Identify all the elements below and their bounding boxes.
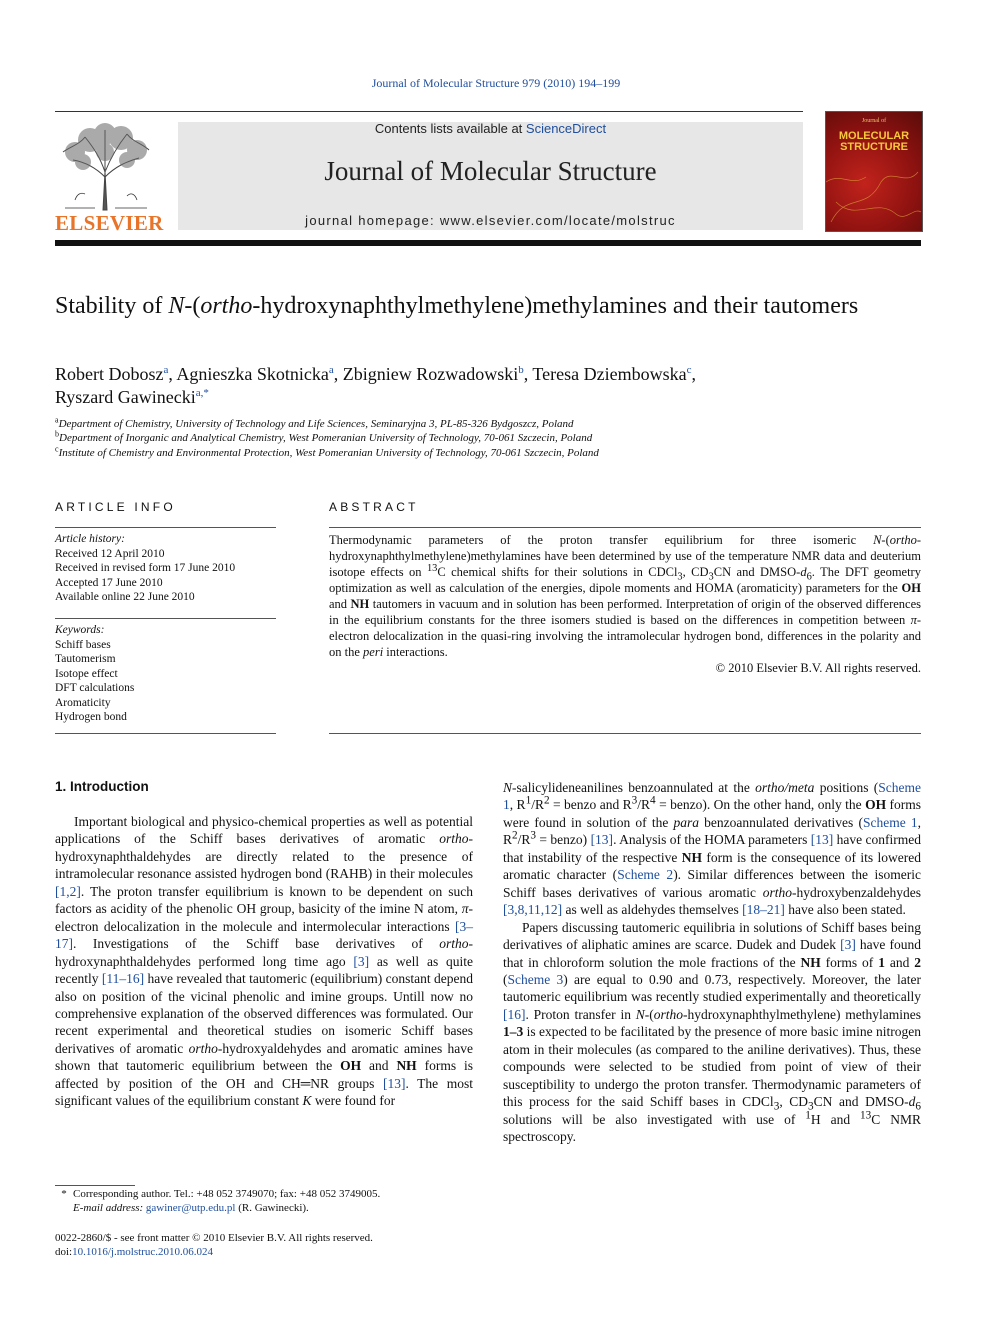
- reference-link[interactable]: [11–16]: [101, 971, 145, 987]
- text: Important biological and physico-chemical properties as well as potential applications of the Schiff bases derivatives of aromatic: [55, 814, 473, 847]
- abstract-part: interactions.: [383, 645, 448, 659]
- text: ). Similar differences between the isomeric Schiff bases derivatives of various aromatic: [503, 867, 921, 900]
- abstract-italic: N: [873, 533, 882, 547]
- text: -electron delocalization in the molecule and intermolecular interactions: [55, 901, 473, 934]
- author-separator: ,: [523, 364, 533, 384]
- affiliation-c: [55, 446, 921, 460]
- history-item: Received 12 April 2010: [55, 547, 165, 560]
- journal-citation[interactable]: Journal of Molecular Structure 979 (2010) 194–199: [371, 76, 621, 90]
- text: C NMR spectroscopy.: [503, 1111, 922, 1145]
- text: forms of: [820, 954, 879, 970]
- affiliation-a: [55, 417, 921, 431]
- text: . The proton transfer equilibrium is known to be dependent on such factors as acidity of the phenolic OH group, basicity of the imine N atom,: [55, 883, 473, 917]
- intro-paragraph: [55, 813, 473, 1110]
- abstract-part: -hydroxynaphthylmethylene)methylamines have been determined by use of the temperature NMR data and deuterium isotope effects on: [329, 533, 921, 579]
- bold: 2: [914, 954, 921, 970]
- sup: 3: [530, 829, 537, 842]
- author-affiliation-mark[interactable]: a: [328, 364, 334, 376]
- abstract-italic: π: [910, 613, 917, 627]
- keyword: Hydrogen bond: [55, 711, 127, 723]
- author-affiliation-mark[interactable]: c: [686, 364, 692, 376]
- italic: d: [908, 1094, 916, 1110]
- abstract-sup: 13: [426, 562, 438, 574]
- reference-link[interactable]: [3–17]: [55, 918, 473, 952]
- text: /R: [637, 797, 651, 813]
- abstract-rule: [329, 527, 921, 528]
- reference-link[interactable]: [16]: [503, 1006, 526, 1022]
- italic: K: [302, 1093, 312, 1109]
- article-title: [55, 292, 921, 321]
- author-separator: ,: [333, 364, 343, 384]
- text: , CD: [779, 1094, 809, 1110]
- author-list: [55, 363, 921, 409]
- text: solutions will be also investigated with use of: [503, 1111, 806, 1127]
- reference-link[interactable]: [3]: [840, 937, 856, 953]
- author-affiliation-mark[interactable]: a: [163, 364, 169, 376]
- text: is expected to be facilitated by the presence of more basic imine nitrogen atom in their molecules (as compared to the aniline derivatives). Thus, these compounds were selected to be studied from point of view of their susceptibility to undergo the proton transfer. Thermodynamic parameters of this process for the said Schiff bases in CDCl: [503, 1024, 921, 1110]
- abstract-copyright: © 2010 Elsevier B.V. All rights reserved.: [715, 661, 921, 675]
- reference-link[interactable]: [13]: [590, 832, 614, 848]
- keyword: Isotope effect: [55, 667, 118, 680]
- text: -salicylideneanilines benzoannulated at the: [512, 780, 756, 795]
- title-part: -(: [184, 293, 201, 319]
- abstract-italic: d: [800, 565, 807, 579]
- keywords-label: Keywords:: [55, 624, 105, 636]
- affiliation-text: Department of Chemistry, University of Technology and Life Sciences, Seminaryjna 3, PL-85-326 Bydgoszcz, Poland: [58, 418, 574, 430]
- text: , R: [503, 814, 921, 848]
- abstract-part: CN and DMSO-: [713, 565, 801, 579]
- abstract-part: -(: [881, 533, 890, 547]
- doi-prefix: doi:: [55, 1246, 73, 1258]
- abstract-sub: 6: [806, 571, 812, 583]
- text: as well as aldehydes themselves: [562, 902, 743, 918]
- affiliation-text: Institute of Chemistry and Environmental Protection, West Pomeranian University of Technology, 70-061 Szczecin, Poland: [58, 447, 599, 459]
- text: /R: [531, 797, 544, 813]
- affiliation-mark: b: [55, 429, 59, 439]
- author-separator: ,: [691, 364, 696, 384]
- text: -hydroxyaldehydes and aromatic amines have shown that tautomeric equilibrium between the: [55, 1040, 473, 1074]
- scheme-link[interactable]: Scheme 1: [503, 780, 921, 813]
- italic: π: [461, 901, 469, 917]
- footnote-rule: [55, 1185, 135, 1186]
- abstract-part: . The DFT geometry optimization as well as calculation of the energies, dipole moments and HOMA (aromaticity) parameters for the: [329, 565, 921, 595]
- sup: 1: [805, 1109, 811, 1122]
- author-affiliation-mark[interactable]: b: [518, 364, 524, 376]
- text: ) are equal to 0.90 and 0.73, respectively. Moreover, the later tautomeric equilibrium was recently studied experimentally and theoretically: [503, 971, 921, 1005]
- header-divider: [55, 111, 803, 112]
- affiliation-mark: a: [55, 415, 59, 425]
- italic: N: [635, 1006, 645, 1022]
- sub: 6: [915, 1100, 921, 1113]
- text: have also been stated.: [784, 902, 906, 918]
- history-item: Accepted 17 June 2010: [55, 576, 163, 589]
- abstract-bold: OH: [901, 581, 921, 595]
- text: -hydroxybenzaldehydes: [792, 884, 921, 900]
- reference-link[interactable]: [3,8,11,12]: [503, 902, 563, 918]
- bold: NH: [396, 1058, 417, 1074]
- cover-title-line-1: MOLECULAR: [838, 130, 910, 142]
- abstract-bold: NH: [350, 597, 370, 611]
- elsevier-wordmark: ELSEVIER: [55, 211, 164, 235]
- intro-left-column: [55, 813, 473, 1110]
- contents-line: [178, 121, 803, 136]
- article-history: [55, 532, 276, 605]
- affiliation-b: [55, 431, 921, 445]
- bold: OH: [340, 1058, 362, 1074]
- reference-link[interactable]: [18–21]: [742, 902, 785, 918]
- italic: ortho: [188, 1040, 218, 1056]
- abstract-sub: 3: [677, 571, 683, 583]
- text: and: [884, 954, 915, 970]
- text: . The most significant values of the equilibrium constant: [55, 1075, 473, 1109]
- cover-title-line-2: STRUCTURE: [840, 141, 908, 153]
- reference-link[interactable]: [13]: [810, 832, 834, 848]
- author-name[interactable]: Ryszard Gawinecki: [55, 387, 196, 407]
- text: . Investigations of the Schiff base derivatives of: [73, 936, 440, 952]
- sup: 2: [543, 794, 550, 807]
- keywords: [55, 623, 276, 725]
- keyword: DFT calculations: [55, 682, 135, 694]
- author-name[interactable]: Agnieszka Skotnicka: [176, 364, 329, 384]
- abstract-part: , CD: [682, 565, 709, 579]
- text: . Proton transfer in: [525, 1006, 636, 1022]
- text: , R: [509, 797, 526, 813]
- text: as well as quite recently: [55, 953, 473, 987]
- abstract-part: Thermodynamic parameters of the proton transfer equilibrium for three isomeric: [329, 533, 874, 547]
- introduction-heading: 1. Introduction: [55, 779, 149, 794]
- cover-small-text: Journal of: [861, 118, 887, 124]
- intro-paragraph: [503, 919, 921, 1146]
- email-label: E-mail address:: [73, 1202, 144, 1214]
- footnote-text: Corresponding author. Tel.: +48 052 3749070; fax: +48 052 3749005.: [73, 1188, 381, 1200]
- text: were found for: [311, 1093, 396, 1109]
- history-item: Available online 22 June 2010: [55, 591, 195, 603]
- abstract-part: tautomers in vacuum and in solution has been performed. Interpretation of origin of the observed differences in the equilibrium constants for the three isomers studied is based on the differences in competition between: [329, 597, 921, 627]
- email-suffix: (R. Gawinecki).: [235, 1202, 309, 1214]
- text: forms were found in solution of the: [503, 797, 922, 830]
- scheme-link[interactable]: Scheme 2: [617, 867, 674, 883]
- italic: ortho: [439, 831, 469, 847]
- text: form is the consequence of its lowered aromatic character (: [503, 849, 922, 883]
- abstract-text: [329, 532, 921, 660]
- italic: ortho: [439, 936, 469, 952]
- text: positions (: [814, 780, 879, 795]
- reference-link[interactable]: [13]: [382, 1075, 406, 1091]
- affiliation-text: Department of Inorganic and Analytical Chemistry, West Pomeranian University of Technology, 70-061 Szczecin, Poland: [59, 432, 593, 444]
- cover-title: [826, 131, 922, 153]
- text: -(: [644, 1006, 654, 1022]
- front-matter-info: [55, 1231, 475, 1259]
- contents-prefix: Contents lists available at: [374, 121, 526, 136]
- article-info-rule: [55, 527, 276, 528]
- text: forms is affected by position of the OH and CH═NR groups: [55, 1058, 473, 1091]
- italic: ortho: [762, 884, 793, 900]
- reference-link[interactable]: [1,2]: [55, 883, 81, 899]
- italic: ortho: [653, 1006, 684, 1022]
- corresponding-author-footnote: [55, 1187, 475, 1215]
- text: -hydroxynaphthylmethylene) methylamines: [683, 1006, 921, 1022]
- title-part: Stability of: [55, 293, 169, 319]
- journal-homepage[interactable]: journal homepage: www.elsevier.com/locate/molstruc: [305, 213, 676, 228]
- sub: 3: [808, 1100, 814, 1113]
- history-item: Received in revised form 17 June 2010: [55, 562, 236, 574]
- bold: 1–3: [503, 1024, 524, 1040]
- scheme-link[interactable]: Scheme 3: [507, 971, 564, 987]
- sup: 4: [650, 794, 656, 807]
- title-italic-ortho: ortho: [200, 293, 253, 319]
- keyword: Tautomerism: [55, 653, 116, 665]
- bold: OH: [865, 797, 887, 813]
- text: H and: [810, 1111, 861, 1127]
- journal-cover-image: [825, 111, 923, 232]
- text: Papers discussing tautomeric equilibria in solutions of Schiff bases being derivatives of aliphatic amines are scarce. Dudek and Dudek: [503, 919, 921, 953]
- sub: 3: [773, 1100, 780, 1113]
- article-info-heading: ARTICLE INFO: [55, 500, 176, 514]
- abstract-italic: ortho: [889, 533, 917, 547]
- keyword: Aromaticity: [55, 696, 111, 709]
- author-name[interactable]: Zbigniew Rozwadowski: [342, 364, 519, 384]
- doi-link[interactable]: 10.1016/j.molstruc.2010.06.024: [72, 1246, 213, 1258]
- intro-paragraph: [503, 779, 921, 919]
- text: . Analysis of the HOMA parameters: [613, 832, 811, 848]
- bold: NH: [800, 954, 821, 970]
- keywords-rule: [55, 618, 276, 619]
- reference-link[interactable]: [3]: [353, 953, 370, 969]
- text: /R: [517, 832, 531, 848]
- abstract-part: and: [329, 597, 351, 611]
- text: and: [361, 1058, 397, 1074]
- abstract-part: C chemical shifts for their solutions in CDCl: [437, 565, 678, 579]
- text: = benzo and R: [549, 797, 632, 813]
- text: benzoannulated derivatives (: [699, 814, 863, 830]
- author-affiliation-mark[interactable]: a,*: [195, 387, 209, 399]
- bold: 1: [878, 954, 885, 970]
- article-info-bottom-rule: [55, 733, 276, 734]
- journal-title: Journal of Molecular Structure: [324, 156, 657, 186]
- text: have revealed that tautomeric (equilibrium) constant depend also on position of the vicinal phenolic and imine groups. Untill now no comprehensive explanation of the observed differences was formulated. Our recent experimental and theoretical studies on isomeric Schiff bases derivatives of aromatic: [55, 971, 473, 1056]
- keyword: Schiff bases: [55, 638, 111, 651]
- abstract-part: -electron delocalization in the quasi-ring involving the intramolecular hydrogen bond, differences in the polarity and on the: [329, 613, 921, 659]
- title-part: -hydroxynaphthylmethylene)methylamines and their tautomers: [252, 293, 859, 319]
- bold: NH: [681, 849, 702, 865]
- italic: ortho/meta: [755, 780, 815, 795]
- front-matter-line: 0022-2860/$ - see front matter © 2010 Elsevier B.V. All rights reserved.: [55, 1232, 373, 1244]
- affiliation-mark: c: [55, 444, 59, 454]
- text: CN and DMSO-: [813, 1094, 909, 1110]
- text: = benzo): [536, 832, 591, 848]
- header-thick-divider: [55, 240, 921, 246]
- author-name[interactable]: Robert Dobosz: [55, 364, 164, 384]
- scheme-link[interactable]: Scheme 1: [862, 814, 918, 830]
- email-link[interactable]: gawiner@utp.edu.pl: [145, 1202, 236, 1214]
- abstract-sub: 3: [708, 571, 714, 583]
- footnote-mark: *: [61, 1188, 67, 1200]
- author-name[interactable]: Teresa Dziembowska: [532, 364, 687, 384]
- text: -hydroxynaphthaldehydes are directly related to the presence of intramolecular resonance assisted hydrogen bond (RAHB) in their molecules: [55, 831, 473, 882]
- text: -hydroxynaphthaldehydes performed long time ago: [55, 936, 473, 969]
- sciencedirect-link[interactable]: ScienceDirect: [525, 121, 607, 136]
- abstract-heading: ABSTRACT: [329, 500, 419, 514]
- sup: 1: [525, 794, 532, 807]
- text: have found that in chloroform solution the mole fractions of the: [503, 937, 921, 970]
- italic: N: [503, 780, 513, 795]
- italic: para: [673, 814, 699, 830]
- author-separator: ,: [168, 364, 177, 384]
- sup: 2: [512, 829, 518, 842]
- abstract-bottom-rule: [329, 733, 921, 734]
- text: = benzo). On the other hand, only the: [655, 797, 866, 813]
- abstract-italic: peri: [363, 645, 384, 659]
- intro-right-column: [503, 779, 921, 1146]
- text: (: [503, 971, 508, 987]
- history-label: Article history:: [55, 533, 125, 545]
- title-italic-n: N: [168, 293, 185, 319]
- sup: 3: [631, 794, 638, 807]
- sup: 13: [860, 1109, 872, 1122]
- text: have confirmed that instability of the respective: [503, 832, 922, 865]
